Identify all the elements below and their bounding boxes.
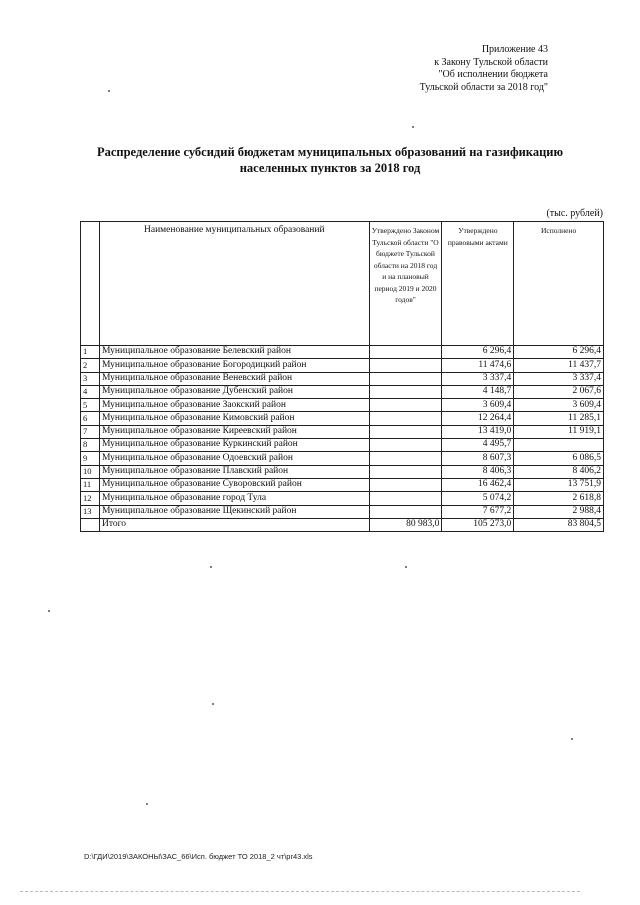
header-approved-law: Утверждено Законом Тульской области "О бюджете Тульской области на 2018 год и на плановый период 2019 и 2020 годов" bbox=[369, 222, 442, 346]
table-header-row bbox=[81, 222, 604, 346]
cell-num: 9 bbox=[81, 452, 100, 465]
cell-name: Муниципальное образование Куркинский район bbox=[99, 439, 369, 452]
appendix-line: "Об исполнении бюджета bbox=[438, 69, 548, 80]
appendix-line: к Закону Тульской области bbox=[434, 56, 548, 68]
table-row bbox=[81, 372, 604, 385]
cell-approved-acts: 6 296,4 bbox=[442, 346, 514, 359]
scan-speck bbox=[210, 566, 212, 568]
cell-executed: 6 086,5 bbox=[514, 452, 604, 465]
table-row bbox=[81, 412, 604, 425]
table-row bbox=[81, 505, 604, 518]
cell-approved-law bbox=[369, 425, 442, 438]
table-row bbox=[81, 492, 604, 505]
cell-approved-law bbox=[369, 505, 442, 518]
table-row bbox=[81, 399, 604, 412]
scan-speck bbox=[405, 566, 407, 568]
cell-approved-acts: 3 609,4 bbox=[442, 399, 514, 412]
cell-approved-acts: 12 264,4 bbox=[442, 412, 514, 425]
document-title bbox=[60, 144, 600, 176]
title-line: населенных пунктов за 2018 год bbox=[239, 161, 421, 175]
scan-speck bbox=[108, 90, 110, 92]
cell-approved-acts: 4 148,7 bbox=[442, 385, 514, 398]
cell-executed: 11 285,1 bbox=[514, 412, 604, 425]
cell-executed: 11 919,1 bbox=[514, 425, 604, 438]
cell-name: Муниципальное образование Дубенский район bbox=[99, 385, 369, 398]
cell-num: 4 bbox=[81, 385, 100, 398]
cell-num: 1 bbox=[81, 346, 100, 359]
cell-num: 11 bbox=[81, 478, 100, 491]
cell-name: Муниципальное образование город Тула bbox=[99, 492, 369, 505]
bottom-divider bbox=[20, 891, 580, 892]
cell-num: 3 bbox=[81, 372, 100, 385]
cell-approved-law bbox=[369, 478, 442, 491]
cell-executed: 3 337,4 bbox=[514, 372, 604, 385]
cell-num: 7 bbox=[81, 425, 100, 438]
cell-num: 5 bbox=[81, 399, 100, 412]
header-approved-acts: Утверждено правовыми актами bbox=[442, 222, 514, 346]
cell-approved-acts: 8 406,3 bbox=[442, 465, 514, 478]
cell-num bbox=[81, 518, 100, 531]
cell-approved-law bbox=[369, 452, 442, 465]
cell-approved-law bbox=[369, 385, 442, 398]
cell-approved-law bbox=[369, 346, 442, 359]
cell-executed: 8 406,2 bbox=[514, 465, 604, 478]
appendix-line: Тульской области за 2018 год" bbox=[419, 81, 548, 93]
cell-name: Муниципальное образование Заокский район bbox=[99, 399, 369, 412]
cell-approved-acts: 13 419,0 bbox=[442, 425, 514, 438]
scan-speck bbox=[571, 738, 573, 740]
file-path-footer: D:\ГДИ\2019\ЗАКОНЫ\ЗАС_66\Исп. бюджет ТО 2018_2 чт\pr43.xls bbox=[84, 852, 313, 861]
cell-name: Муниципальное образование Белевский район bbox=[99, 346, 369, 359]
table-row bbox=[81, 346, 604, 359]
cell-approved-law bbox=[369, 412, 442, 425]
cell-name: Муниципальное образование Суворовский район bbox=[99, 478, 369, 491]
cell-executed: 2 988,4 bbox=[514, 505, 604, 518]
cell-num: 2 bbox=[81, 359, 100, 372]
cell-name: Муниципальное образование Богородицкий район bbox=[99, 359, 369, 372]
cell-num: 6 bbox=[81, 412, 100, 425]
table-row bbox=[81, 359, 604, 372]
title-line: Распределение субсидий бюджетам муниципальных образований на газификацию bbox=[96, 145, 564, 159]
cell-approved-acts: 4 495,7 bbox=[442, 439, 514, 452]
cell-approved-law bbox=[369, 359, 442, 372]
cell-approved-acts: 105 273,0 bbox=[442, 518, 514, 531]
cell-approved-acts: 8 607,3 bbox=[442, 452, 514, 465]
header-executed: Исполнено bbox=[514, 222, 604, 346]
cell-name: Муниципальное образование Веневский район bbox=[99, 372, 369, 385]
table-row bbox=[81, 425, 604, 438]
cell-num: 10 bbox=[81, 465, 100, 478]
cell-approved-acts: 7 677,2 bbox=[442, 505, 514, 518]
cell-name: Муниципальное образование Щекинский район bbox=[99, 505, 369, 518]
cell-approved-law bbox=[369, 492, 442, 505]
header-num bbox=[81, 222, 100, 346]
cell-num: 13 bbox=[81, 505, 100, 518]
cell-approved-law bbox=[369, 372, 442, 385]
table-row bbox=[81, 385, 604, 398]
cell-executed: 6 296,4 bbox=[514, 346, 604, 359]
subsidy-table bbox=[80, 221, 604, 532]
cell-name: Муниципальное образование Одоевский район bbox=[99, 452, 369, 465]
cell-executed: 3 609,4 bbox=[514, 399, 604, 412]
cell-executed: 2 067,6 bbox=[514, 385, 604, 398]
table-row bbox=[81, 478, 604, 491]
appendix-line: Приложение 43 bbox=[481, 44, 548, 55]
cell-name: Муниципальное образование Киреевский район bbox=[99, 425, 369, 438]
header-name: Наименование муниципальных образований bbox=[99, 222, 369, 346]
table-total-row bbox=[81, 518, 604, 531]
cell-name: Муниципальное образование Плавский район bbox=[99, 465, 369, 478]
appendix-block bbox=[420, 44, 548, 94]
cell-executed bbox=[514, 439, 604, 452]
cell-executed: 13 751,9 bbox=[514, 478, 604, 491]
cell-approved-law bbox=[369, 439, 442, 452]
cell-approved-acts: 11 474,6 bbox=[442, 359, 514, 372]
table-row bbox=[81, 452, 604, 465]
table-body bbox=[81, 346, 604, 532]
cell-executed: 11 437,7 bbox=[514, 359, 604, 372]
table-row bbox=[81, 439, 604, 452]
cell-approved-law bbox=[369, 399, 442, 412]
units-label: (тыс. рублей) bbox=[546, 208, 603, 219]
cell-num: 12 bbox=[81, 492, 100, 505]
table-row bbox=[81, 465, 604, 478]
cell-approved-acts: 5 074,2 bbox=[442, 492, 514, 505]
cell-approved-acts: 3 337,4 bbox=[442, 372, 514, 385]
scan-speck bbox=[412, 126, 414, 128]
cell-name: Итого bbox=[99, 518, 369, 531]
cell-executed: 83 804,5 bbox=[514, 518, 604, 531]
cell-approved-law: 80 983,0 bbox=[369, 518, 442, 531]
cell-executed: 2 618,8 bbox=[514, 492, 604, 505]
cell-name: Муниципальное образование Кимовский район bbox=[99, 412, 369, 425]
scan-speck bbox=[48, 610, 50, 612]
scan-speck bbox=[212, 703, 214, 705]
cell-approved-acts: 16 462,4 bbox=[442, 478, 514, 491]
cell-approved-law bbox=[369, 465, 442, 478]
scan-speck bbox=[146, 803, 148, 805]
cell-num: 8 bbox=[81, 439, 100, 452]
